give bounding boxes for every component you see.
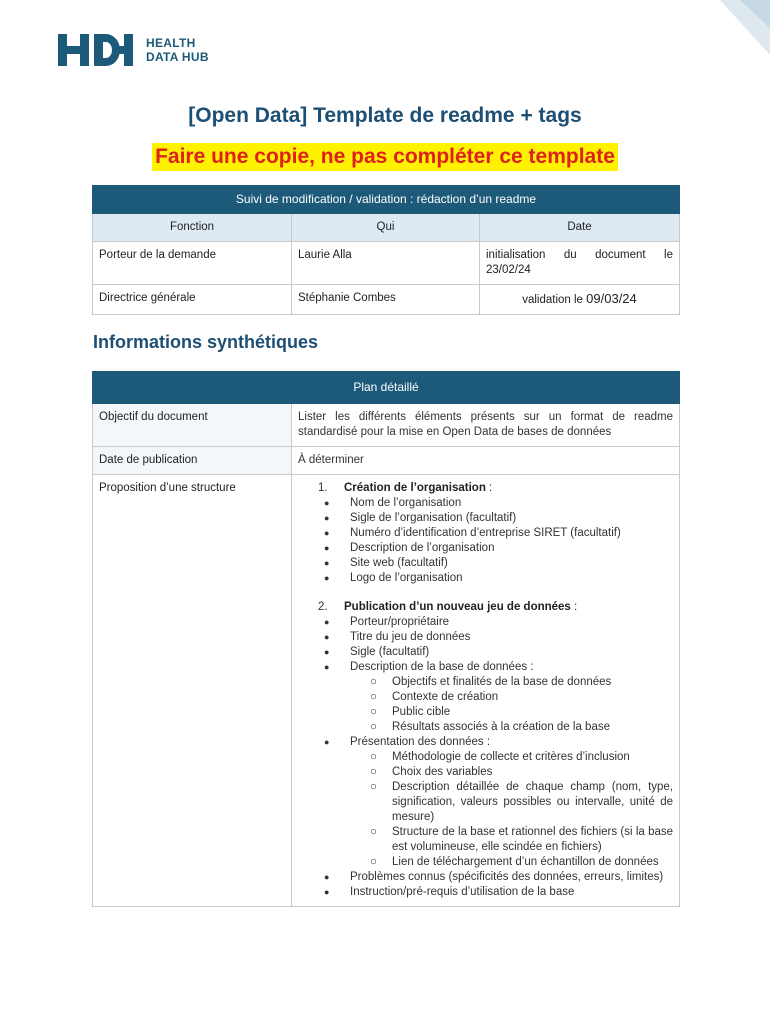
warning-wrap <box>0 143 770 171</box>
logo-text <box>146 36 209 64</box>
tracking-header: Suivi de modification / validation : rédaction d’un readme <box>93 186 680 214</box>
tracking-table <box>92 185 680 315</box>
table-row <box>93 404 680 447</box>
sub-list-item: ○ Public cible <box>370 706 451 718</box>
cell-date <box>480 285 680 315</box>
outline-heading-2 <box>318 600 673 615</box>
logo <box>58 32 209 68</box>
heading-title: Création de l’organisation <box>344 482 486 494</box>
list-item: ● Présentation des données : <box>324 736 491 748</box>
sub-list-item: ○ Description détaillée de chaque champ (nom, type, signification, valeurs possibles ou intervalle, unité de mesure) <box>370 781 674 823</box>
sub-list-item: ○ Structure de la base et rationnel des fichiers (si la base est volumineuse, elle scindée en fichiers) <box>370 826 674 853</box>
cell-qui: Stéphanie Combes <box>292 285 480 315</box>
sub-list-item: ○ Objectifs et finalités de la base de données <box>370 676 612 688</box>
plan-header: Plan détaillé <box>93 372 680 404</box>
table-row <box>93 285 680 315</box>
table-row <box>93 475 680 907</box>
cell-date: initialisation du document le 23/02/24 <box>480 242 680 285</box>
column-header-fonction: Fonction <box>93 214 292 242</box>
cell-fonction: Porteur de la demande <box>93 242 292 285</box>
value-objectif: Lister les différents éléments présents sur un format de readme standardisé pour la mise en Open Data de bases de données <box>292 404 680 447</box>
list-item: ● Sigle de l’organisation (facultatif) <box>324 512 517 524</box>
warning-banner: Faire une copie, ne pas compléter ce template <box>152 143 618 171</box>
list-item: ● Porteur/propriétaire <box>324 616 450 628</box>
document-title: [Open Data] Template de readme + tags <box>188 104 582 127</box>
list-item: ● Logo de l’organisation <box>324 572 463 584</box>
heading-number: 2. <box>318 601 328 613</box>
table-row <box>93 447 680 475</box>
heading-number: 1. <box>318 482 328 494</box>
label-date: Date de publication <box>93 447 292 475</box>
list-item: ● Site web (facultatif) <box>324 557 448 569</box>
list-item: ● Description de la base de données : <box>324 661 534 673</box>
logo-line-1: HEALTH <box>146 36 196 50</box>
value-date: À déterminer <box>292 447 680 475</box>
list-item: ● Titre du jeu de données <box>324 631 471 643</box>
sub-list-item: ○ Contexte de création <box>370 691 499 703</box>
list-item: ● Sigle (facultatif) <box>324 646 430 658</box>
table-row <box>93 242 680 285</box>
list-item: ● Numéro d’identification d’entreprise SIRET (facultatif) <box>324 527 621 539</box>
list-item: ● Nom de l’organisation <box>324 497 462 509</box>
label-objectif: Objectif du document <box>93 404 292 447</box>
heading-suffix: : <box>570 601 578 613</box>
sub-list-item: ○ Choix des variables <box>370 766 493 778</box>
column-header-date: Date <box>480 214 680 242</box>
cell-fonction: Directrice générale <box>93 285 292 315</box>
heading-suffix: : <box>485 482 493 494</box>
date-value: 09/03/24 <box>586 291 637 306</box>
heading-title: Publication d’un nouveau jeu de données <box>344 601 571 613</box>
plan-table <box>92 371 680 907</box>
cell-qui: Laurie Alla <box>292 242 480 285</box>
outline-heading-1 <box>318 481 673 496</box>
structure-outline <box>292 475 680 907</box>
corner-decoration <box>680 0 770 80</box>
date-prefix: validation le <box>522 294 587 306</box>
sub-list-item: ○ Lien de téléchargement d’un échantillon de données <box>370 856 659 868</box>
column-header-qui: Qui <box>292 214 480 242</box>
label-structure: Proposition d’une structure <box>93 475 292 907</box>
hdh-logo-icon <box>58 32 134 68</box>
list-item: ● Problèmes connus (spécificités des données, erreurs, limites) <box>324 871 664 883</box>
logo-line-2: DATA HUB <box>146 50 209 64</box>
list-item: ● Instruction/pré-requis d’utilisation de la base <box>324 886 575 898</box>
sub-list-item: ○ Résultats associés à la création de la base <box>370 721 610 733</box>
sub-list-item: ○ Méthodologie de collecte et critères d’inclusion <box>370 751 630 763</box>
section-title: Informations synthétiques <box>93 332 319 352</box>
list-item: ● Description de l’organisation <box>324 542 495 554</box>
